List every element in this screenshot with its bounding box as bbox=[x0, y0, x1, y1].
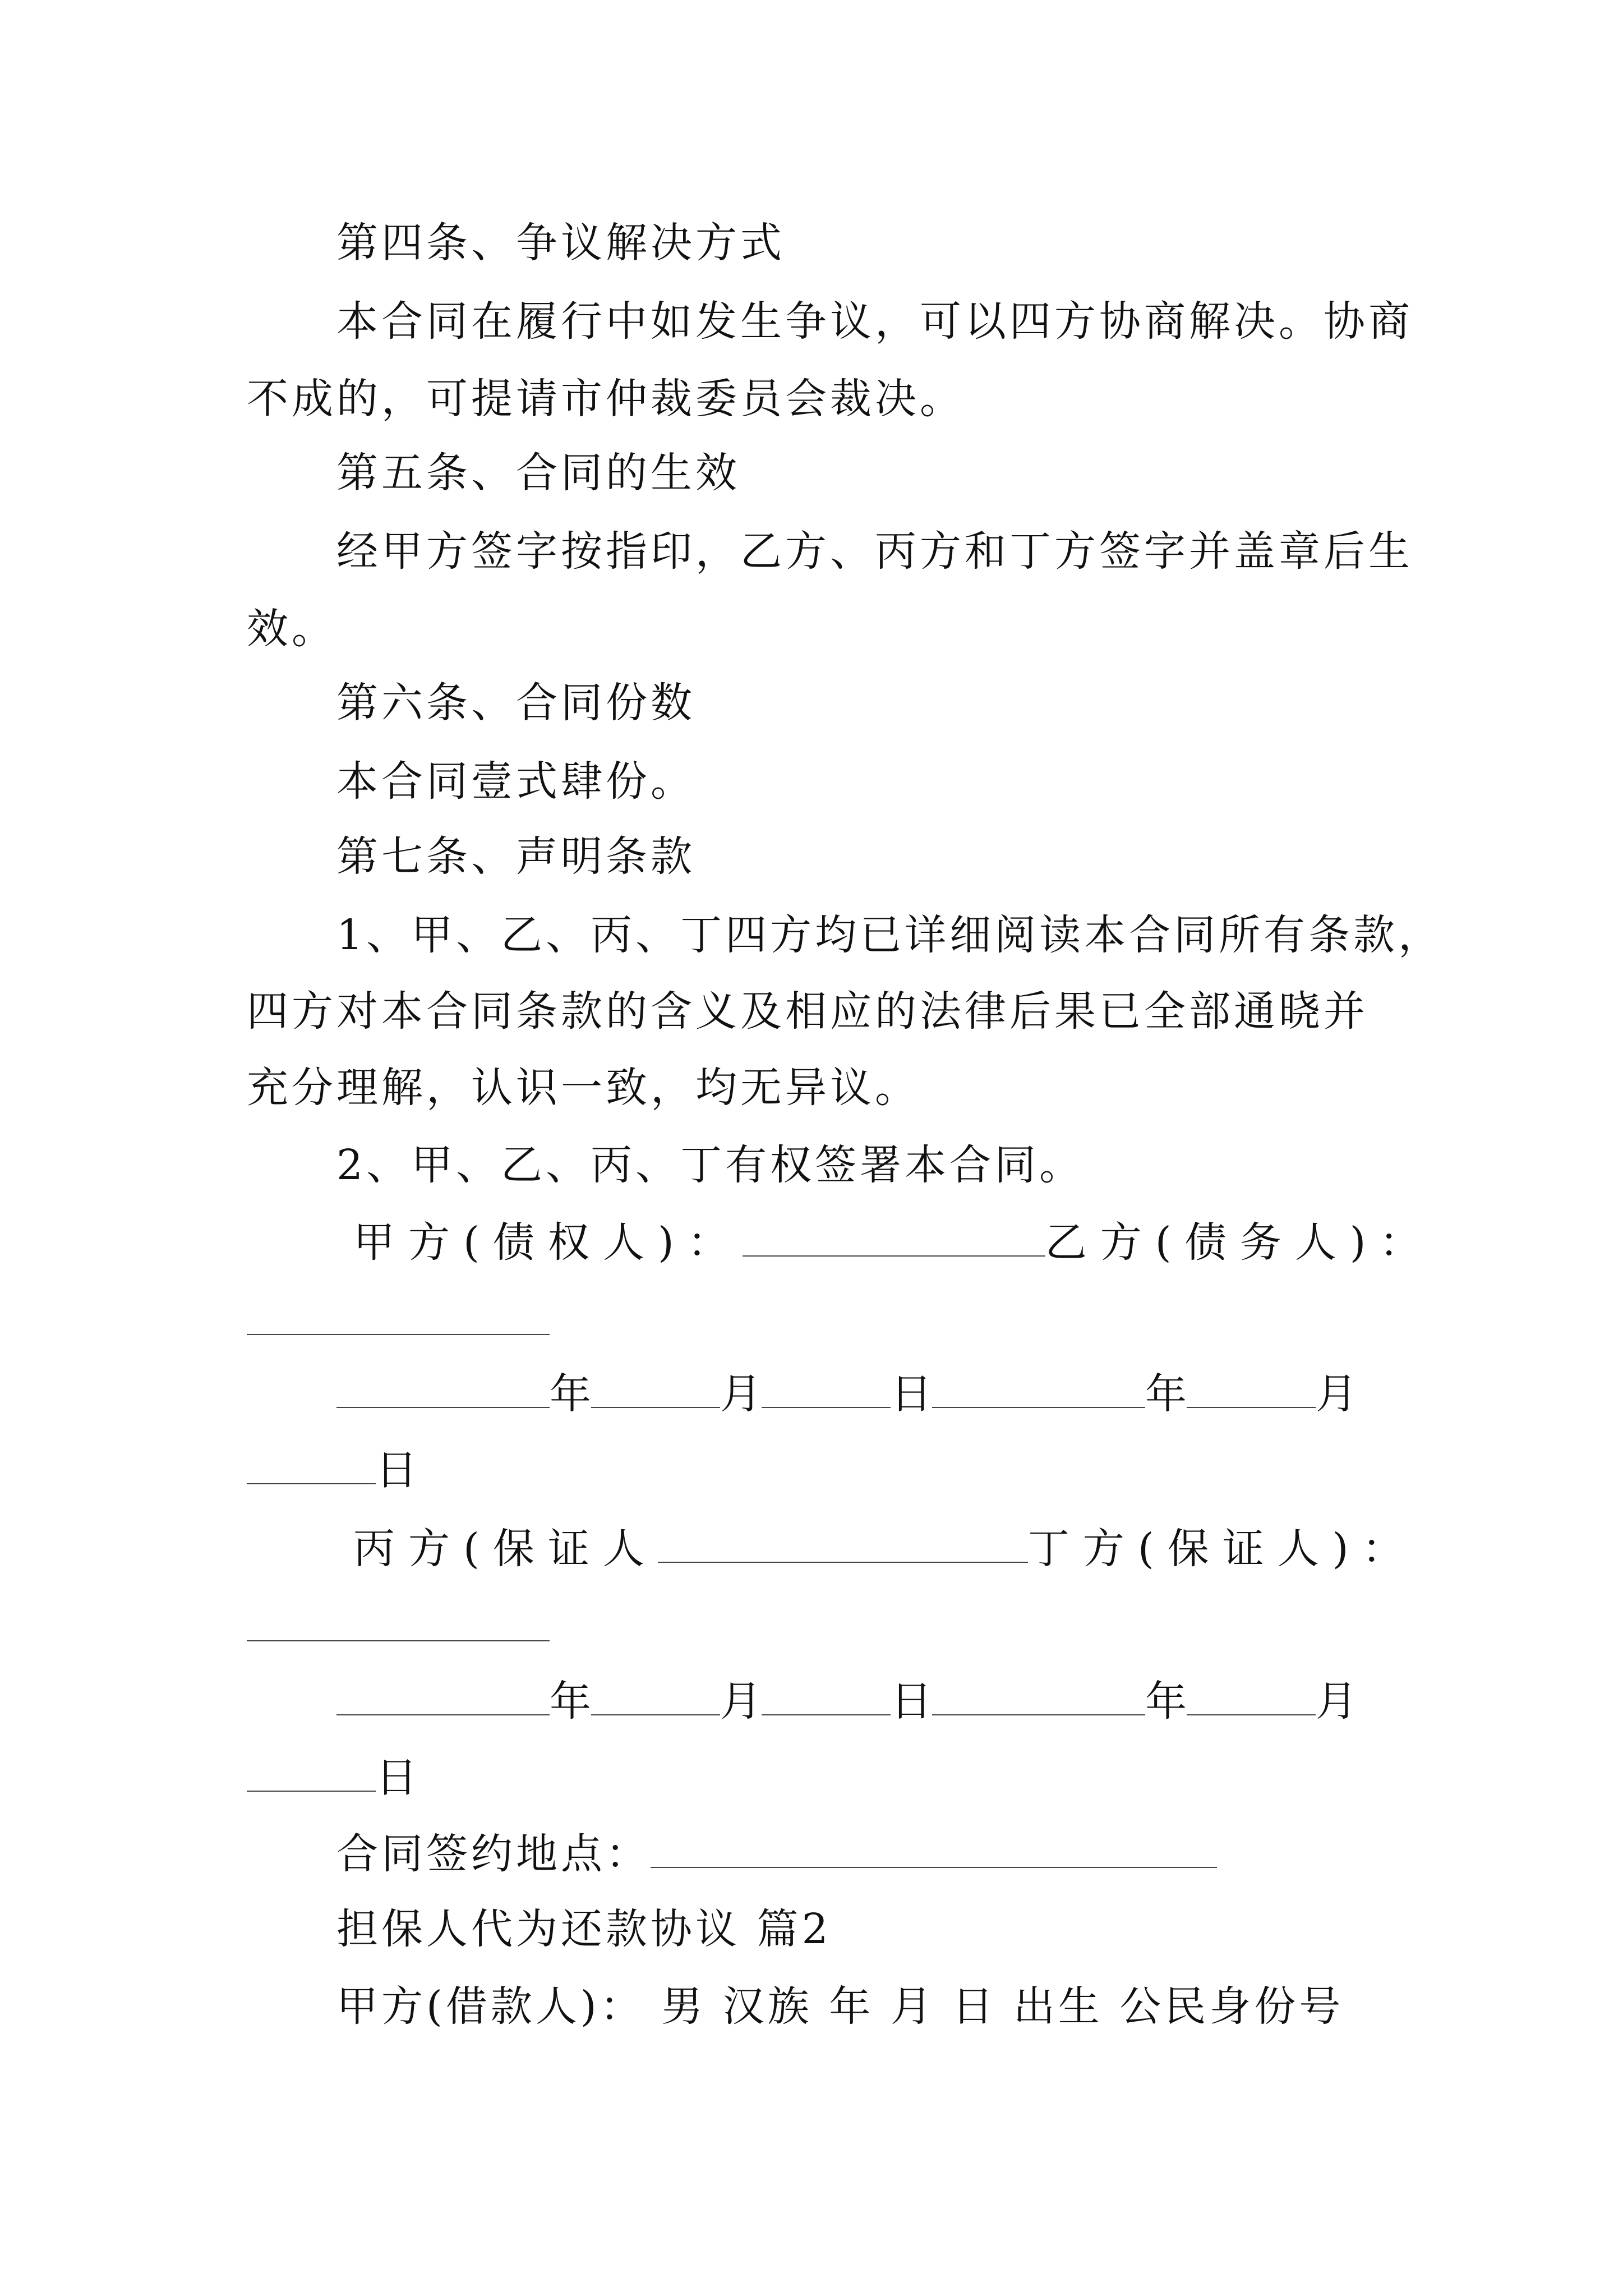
date-1-day-label: 日 bbox=[891, 1370, 932, 1418]
date-3-year-blank[interactable] bbox=[336, 1680, 550, 1715]
party-b-signature-blank[interactable] bbox=[247, 1312, 550, 1335]
date-3-month-label: 月 bbox=[720, 1677, 762, 1726]
article-4-paragraph-line-2: 不成的，可提请市仲裁委员会裁决。 bbox=[247, 375, 965, 423]
date-4-year-label: 年 bbox=[1145, 1677, 1187, 1726]
date-4-day-label: 日 bbox=[376, 1754, 417, 1802]
date-line-2 bbox=[336, 1677, 1357, 1726]
date-3-day-blank[interactable] bbox=[762, 1680, 891, 1715]
article-7-clause-1-line-1: 1、甲、乙、丙、丁四方均已详细阅读本合同所有条款， bbox=[336, 911, 1444, 959]
signing-place-label: 合同签约地点： bbox=[336, 1830, 651, 1878]
date-4-month-label: 月 bbox=[1316, 1677, 1357, 1726]
party-b-label: 乙方(债务人)： bbox=[1045, 1218, 1435, 1267]
date-1-year-label: 年 bbox=[550, 1370, 591, 1418]
date-line-1-continued bbox=[247, 1446, 417, 1494]
date-4-year-blank[interactable] bbox=[932, 1680, 1145, 1715]
party-d-signature-blank[interactable] bbox=[247, 1618, 550, 1641]
date-2-year-blank[interactable] bbox=[932, 1372, 1145, 1408]
signing-place-line bbox=[336, 1830, 1217, 1878]
party-d-signature-line bbox=[247, 1607, 550, 1648]
article-7-clause-1-line-2: 四方对本合同条款的含义及相应的法律后果已全部通晓并 bbox=[247, 987, 1368, 1036]
date-3-month-blank[interactable] bbox=[591, 1680, 720, 1715]
party-c-label: 丙方(保证人 bbox=[353, 1525, 658, 1573]
date-line-1 bbox=[336, 1370, 1357, 1418]
party-a-signature-blank[interactable] bbox=[743, 1221, 1045, 1257]
date-2-day-blank[interactable] bbox=[247, 1448, 376, 1484]
party-d-label: 丁方(保证人)： bbox=[1027, 1525, 1417, 1573]
document-2-title: 担保人代为还款协议 篇2 bbox=[336, 1905, 832, 1953]
date-line-2-continued bbox=[247, 1754, 417, 1802]
signature-line-party-a-b bbox=[353, 1218, 1435, 1267]
party-b-signature-line bbox=[247, 1300, 550, 1342]
signing-place-blank[interactable] bbox=[651, 1832, 1217, 1868]
article-7-clause-1-line-3: 充分理解，认识一致，均无异议。 bbox=[247, 1064, 920, 1112]
date-2-year-label: 年 bbox=[1145, 1370, 1187, 1418]
party-a-label: 甲方(债权人)： bbox=[353, 1218, 743, 1267]
article-5-title: 第五条、合同的生效 bbox=[336, 449, 740, 497]
date-1-year-blank[interactable] bbox=[336, 1372, 550, 1408]
document-2-first-line: 甲方(借款人)： 男 汉族 年 月 日 出生 公民身份号 bbox=[336, 1982, 1344, 2031]
date-1-day-blank[interactable] bbox=[762, 1372, 891, 1408]
date-2-month-label: 月 bbox=[1316, 1370, 1357, 1418]
article-6-title: 第六条、合同份数 bbox=[336, 679, 695, 727]
date-3-year-label: 年 bbox=[550, 1677, 591, 1726]
date-4-month-blank[interactable] bbox=[1187, 1680, 1316, 1715]
date-2-month-blank[interactable] bbox=[1187, 1372, 1316, 1408]
party-c-signature-blank[interactable] bbox=[658, 1527, 1028, 1563]
article-7-title: 第七条、声明条款 bbox=[336, 832, 695, 881]
signature-line-party-c-d bbox=[353, 1525, 1417, 1573]
article-7-clause-2: 2、甲、乙、丙、丁有权签署本合同。 bbox=[336, 1141, 1085, 1189]
article-4-title: 第四条、争议解决方式 bbox=[336, 219, 785, 267]
date-4-day-blank[interactable] bbox=[247, 1756, 376, 1792]
article-6-paragraph: 本合同壹式肆份。 bbox=[336, 757, 695, 806]
date-1-month-blank[interactable] bbox=[591, 1372, 720, 1408]
article-4-paragraph-line-1: 本合同在履行中如发生争议，可以四方协商解决。协商 bbox=[336, 297, 1413, 346]
article-5-paragraph-line-1: 经甲方签字按指印，乙方、丙方和丁方签字并盖章后生 bbox=[336, 527, 1413, 576]
article-5-paragraph-line-2: 效。 bbox=[247, 605, 336, 653]
date-2-day-label: 日 bbox=[376, 1446, 417, 1494]
date-1-month-label: 月 bbox=[720, 1370, 762, 1418]
date-3-day-label: 日 bbox=[891, 1677, 932, 1726]
